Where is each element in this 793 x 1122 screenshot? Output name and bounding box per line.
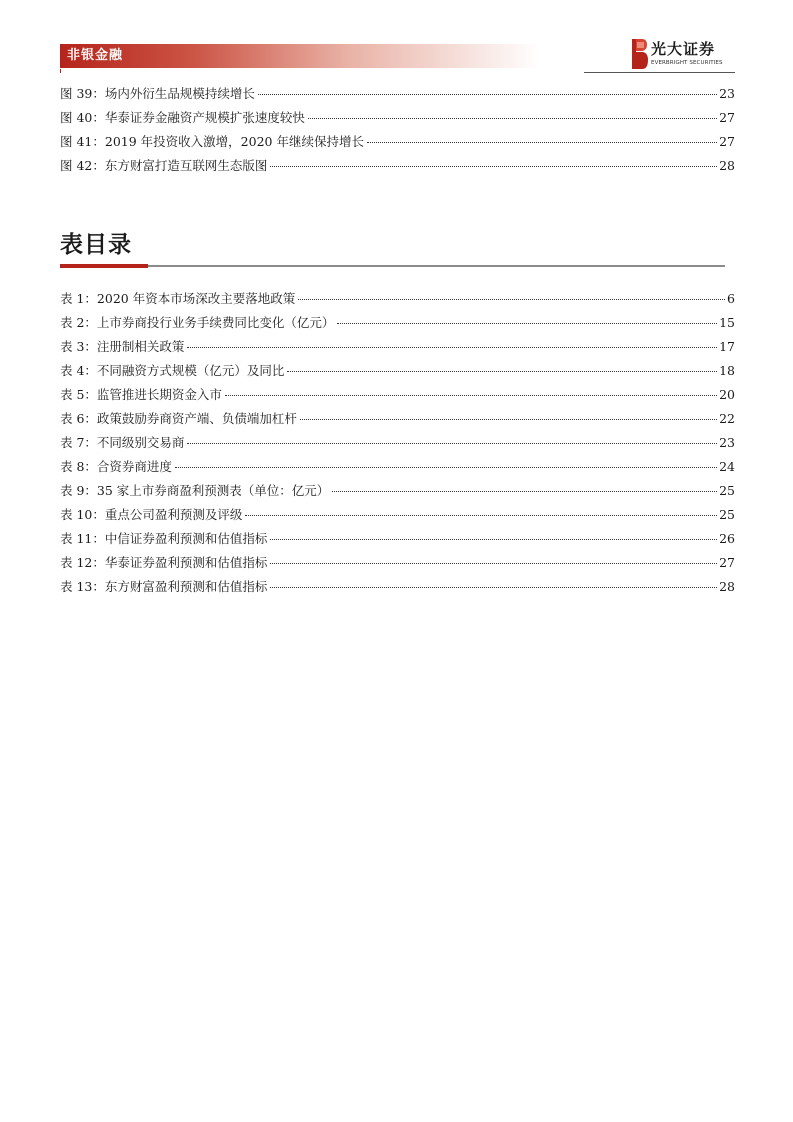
toc-entry-page: 23 — [719, 435, 735, 450]
dot-leader — [175, 459, 717, 468]
dot-leader — [308, 110, 717, 119]
header-tick — [60, 69, 61, 73]
toc-entry[interactable] — [60, 82, 735, 106]
toc-entry[interactable] — [60, 130, 735, 154]
dot-leader — [258, 86, 717, 95]
dot-leader — [270, 531, 717, 540]
toc-entry-page: 24 — [719, 459, 735, 474]
toc-entry-page: 27 — [719, 110, 735, 125]
toc-entry-label: 表 8：合资券商进度 — [60, 459, 172, 474]
toc-entry[interactable] — [60, 407, 735, 431]
logo-text-en: EVERBRIGHT SECURITIES — [651, 60, 723, 66]
toc-entry[interactable] — [60, 154, 735, 178]
dot-leader — [270, 555, 717, 564]
toc-entry-page: 6 — [727, 291, 735, 306]
toc-entry-page: 27 — [719, 555, 735, 570]
table-list — [60, 287, 735, 599]
toc-entry-label: 表 7：不同级别交易商 — [60, 435, 185, 450]
toc-entry-page: 22 — [719, 411, 735, 426]
toc-entry-label: 图 42：东方财富打造互联网生态版图 — [60, 158, 268, 173]
figure-list — [60, 82, 735, 178]
toc-entry-label: 表 6：政策鼓励券商资产端、负债端加杠杆 — [60, 411, 297, 426]
dot-leader — [332, 483, 717, 492]
toc-entry-label: 表 13：东方财富盈利预测和估值指标 — [60, 579, 268, 594]
header-band — [60, 44, 540, 68]
dot-leader — [287, 363, 717, 372]
toc-entry[interactable] — [60, 479, 735, 503]
toc-entry[interactable] — [60, 287, 735, 311]
toc-entry-page: 18 — [719, 363, 735, 378]
dot-leader — [187, 339, 717, 348]
toc-entry-page: 27 — [719, 134, 735, 149]
dot-leader — [270, 579, 717, 588]
toc-entry-page: 20 — [719, 387, 735, 402]
dot-leader — [225, 387, 717, 396]
dot-leader — [367, 134, 717, 143]
toc-entry-label: 表 3：注册制相关政策 — [60, 339, 185, 354]
toc-entry-page: 23 — [719, 86, 735, 101]
toc-entry[interactable] — [60, 455, 735, 479]
logo-mark-icon — [630, 38, 648, 70]
toc-entry[interactable] — [60, 503, 735, 527]
toc-entry[interactable] — [60, 359, 735, 383]
toc-entry[interactable] — [60, 335, 735, 359]
toc-entry-label: 图 40：华泰证券金融资产规模扩张速度较快 — [60, 110, 305, 125]
toc-entry[interactable] — [60, 106, 735, 130]
dot-leader — [337, 315, 717, 324]
toc-entry-label: 表 12：华泰证券盈利预测和估值指标 — [60, 555, 268, 570]
toc-entry-page: 28 — [719, 158, 735, 173]
toc-entry-label: 表 4：不同融资方式规模（亿元）及同比 — [60, 363, 285, 378]
toc-entry-label: 表 5：监管推进长期资金入市 — [60, 387, 222, 402]
toc-entry-label: 表 2：上市券商投行业务手续费同比变化（亿元） — [60, 315, 335, 330]
header-rule — [584, 72, 735, 73]
toc-entry-label: 表 9：35 家上市券商盈利预测表（单位：亿元） — [60, 483, 330, 498]
toc-entry-page: 28 — [719, 579, 735, 594]
toc-entry[interactable] — [60, 431, 735, 455]
toc-entry[interactable] — [60, 383, 735, 407]
toc-entry-page: 17 — [719, 339, 735, 354]
toc-entry-page: 15 — [719, 315, 735, 330]
toc-entry[interactable] — [60, 551, 735, 575]
section-title-tables: 表目录 — [60, 232, 132, 258]
toc-entry-label: 表 11：中信证券盈利预测和估值指标 — [60, 531, 268, 546]
toc-entry[interactable] — [60, 575, 735, 599]
toc-entry[interactable] — [60, 311, 735, 335]
toc-entry[interactable] — [60, 527, 735, 551]
dot-leader — [298, 291, 725, 300]
section-accent — [60, 264, 148, 268]
toc-entry-label: 图 41：2019 年投资收入激增，2020 年继续保持增长 — [60, 134, 364, 149]
logo-text-cn: 光大证券 — [651, 40, 716, 58]
company-logo — [630, 38, 735, 72]
section-label: 非银金融 — [67, 48, 124, 63]
dot-leader — [245, 507, 717, 516]
dot-leader — [270, 158, 717, 167]
toc-entry-page: 26 — [719, 531, 735, 546]
dot-leader — [300, 411, 717, 420]
toc-entry-label: 表 1：2020 年资本市场深改主要落地政策 — [60, 291, 296, 306]
toc-entry-page: 25 — [719, 483, 735, 498]
toc-entry-page: 25 — [719, 507, 735, 522]
toc-entry-label: 图 39：场内外衍生品规模持续增长 — [60, 86, 255, 101]
dot-leader — [187, 435, 717, 444]
toc-entry-label: 表 10：重点公司盈利预测及评级 — [60, 507, 243, 522]
section-rule — [60, 265, 725, 267]
